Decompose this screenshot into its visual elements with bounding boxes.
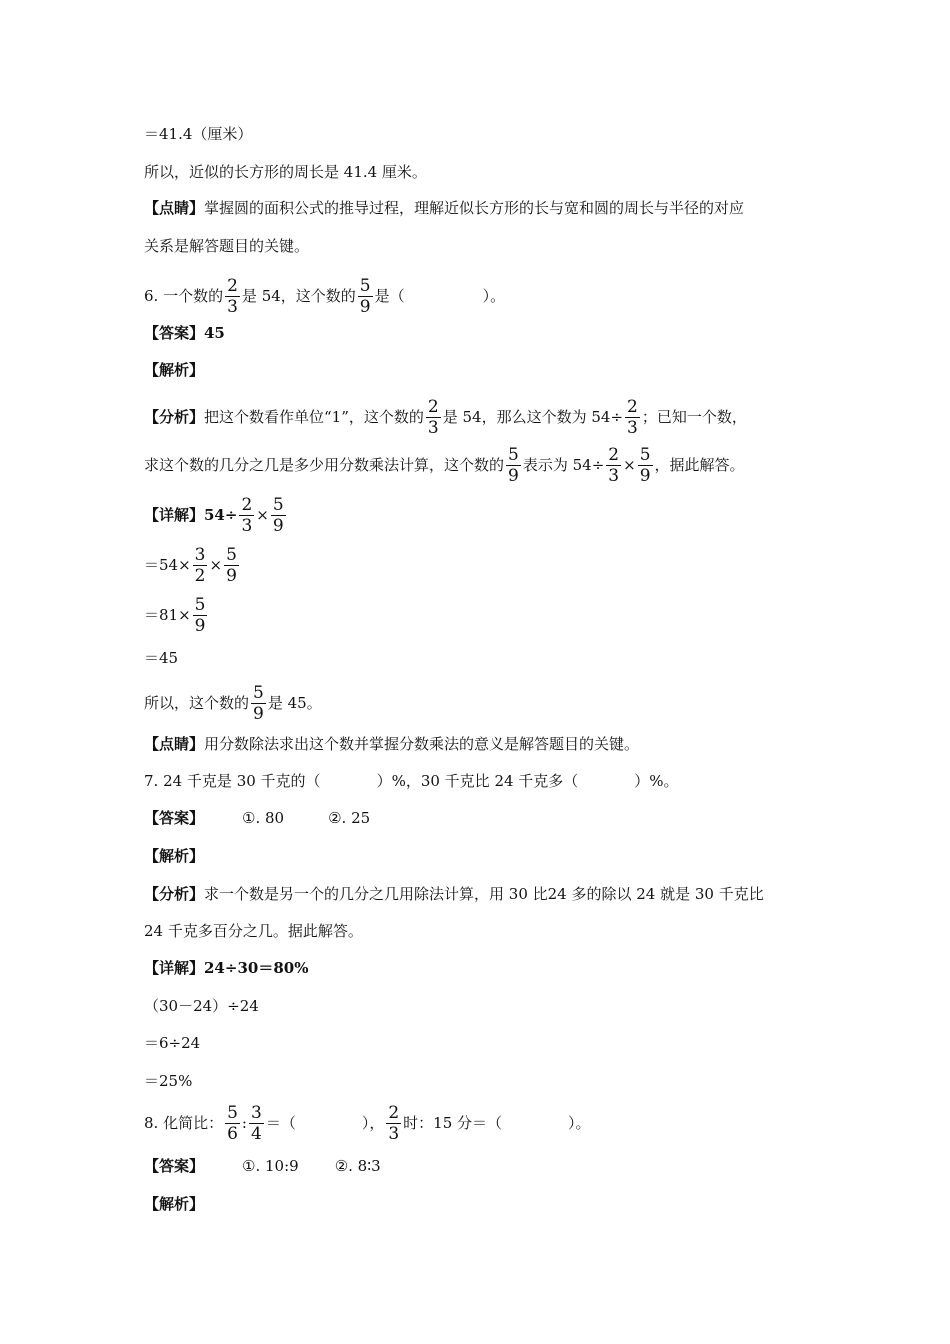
- text-line: [144, 392, 747, 442]
- section-label: 【分析】: [144, 885, 205, 903]
- paragraph-text: ，据此解答。: [654, 456, 745, 474]
- operator: ×: [256, 506, 269, 524]
- fraction-denominator: 9: [359, 296, 371, 317]
- text-line: [144, 540, 241, 590]
- conclusion-text: 是 45。: [267, 694, 322, 712]
- text-line: [144, 198, 744, 218]
- text-line: [144, 162, 427, 182]
- question-text: 6. 一个数的: [144, 287, 224, 305]
- fraction-denominator: 9: [508, 465, 519, 486]
- fraction-numerator: 5: [194, 594, 206, 615]
- fraction-numerator: 2: [608, 444, 620, 465]
- fraction-numerator: 2: [241, 494, 253, 515]
- paragraph-text: 表示为 54÷: [522, 456, 605, 474]
- question-text: ）%，30 千克比 24 千克多（: [376, 772, 579, 790]
- text-line: [144, 490, 288, 540]
- equation-text: ＝25%: [144, 1072, 193, 1090]
- question-text: ＝（: [265, 1114, 296, 1132]
- operator: ×: [209, 556, 223, 574]
- question-text: 7. 24 千克是 30 千克的（: [144, 772, 321, 790]
- fraction: [271, 496, 286, 535]
- fraction-numerator: 2: [427, 396, 439, 417]
- fraction-numerator: 2: [627, 396, 638, 417]
- fraction-denominator: 3: [608, 465, 620, 486]
- text-line: [144, 734, 639, 754]
- detail-text: 【详解】54÷: [144, 506, 238, 524]
- fraction-numerator: 5: [253, 682, 264, 703]
- fraction: [426, 398, 441, 437]
- section-label: 【解析】: [144, 361, 205, 379]
- text-line: [144, 648, 178, 668]
- fraction-numerator: 5: [226, 544, 237, 565]
- answer-item: ②. 8∶3: [334, 1157, 381, 1175]
- ratio-colon: :: [241, 1114, 247, 1132]
- fraction-numerator: 5: [272, 494, 284, 515]
- equation-text: ＝45: [144, 649, 179, 667]
- question-text: ）%。: [634, 772, 679, 790]
- fraction-denominator: 3: [241, 515, 253, 536]
- text-line: [144, 360, 204, 380]
- equation-text: （30－24）÷24: [144, 997, 259, 1015]
- fraction-denominator: 6: [227, 1123, 238, 1144]
- fraction-numerator: 2: [388, 1102, 400, 1123]
- fraction-denominator: 3: [627, 417, 638, 438]
- answer-item: ①. 80: [242, 809, 285, 827]
- fraction-denominator: 9: [272, 515, 284, 536]
- paragraph-text: 掌握圆的面积公式的推导过程，理解近似长方形的长与宽和圆的周长与半径的对应: [204, 199, 745, 217]
- section-label: 【点睛】: [144, 735, 205, 753]
- text-line: [144, 996, 259, 1016]
- paragraph-text: 把这个数看作单位“1”，这个数的: [204, 408, 424, 426]
- text-line: [144, 1194, 204, 1214]
- question-7: [144, 771, 679, 791]
- question-text: 时：15 分＝（: [403, 1114, 503, 1132]
- text-line: [144, 1033, 200, 1053]
- text-line: [144, 808, 370, 828]
- question-text: 是 54，这个数的: [241, 287, 356, 305]
- question-text: ）。: [568, 1114, 591, 1132]
- answer-item: ①. 10:9: [242, 1157, 299, 1175]
- fraction: [249, 1104, 264, 1143]
- fraction-numerator: 5: [639, 444, 651, 465]
- paragraph-text: 求这个数的几分之几是多少用分数乘法计算，这个数的: [144, 456, 505, 474]
- section-label: 【解析】: [144, 847, 205, 865]
- fraction-denominator: 9: [253, 703, 264, 724]
- section-label: 【分析】: [144, 408, 205, 426]
- fraction-denominator: 3: [427, 417, 439, 438]
- question-6: [144, 270, 505, 322]
- fraction-denominator: 4: [250, 1123, 262, 1144]
- fraction-numerator: 3: [250, 1102, 262, 1123]
- text-line: [144, 124, 252, 144]
- text-line: [144, 440, 745, 490]
- fraction: [506, 446, 521, 485]
- paragraph-text: 24 千克多百分之几。据此解答。: [144, 922, 363, 940]
- conclusion-text: 所以，这个数的: [144, 694, 250, 712]
- equation-text: ＝54×: [144, 556, 191, 574]
- fraction-denominator: 9: [226, 565, 237, 586]
- answer-label: 【答案】: [144, 809, 205, 827]
- text-line: [144, 590, 209, 640]
- fraction-denominator: 3: [388, 1123, 400, 1144]
- question-text: 8. 化简比：: [144, 1114, 224, 1132]
- question-text: 是（: [374, 287, 405, 305]
- question-text: ），: [361, 1114, 385, 1132]
- fraction: [225, 277, 240, 316]
- fraction: [224, 546, 239, 585]
- question-8: [144, 1098, 591, 1148]
- question-text: ）。: [482, 287, 506, 305]
- fraction: [193, 596, 208, 635]
- text-line: [144, 921, 363, 941]
- equation-text: ＝81×: [144, 606, 191, 624]
- fraction-numerator: 5: [508, 444, 519, 465]
- fraction: [606, 446, 621, 485]
- fraction: [638, 446, 653, 485]
- section-label: 【点睛】: [144, 199, 205, 217]
- fraction-numerator: 3: [194, 544, 206, 565]
- text-line: [144, 846, 204, 866]
- text-line: [144, 678, 322, 728]
- text-line: [144, 884, 764, 904]
- equation-text: ＝41.4（厘米）: [144, 125, 253, 143]
- fraction: [239, 496, 254, 535]
- text-line: [144, 323, 225, 343]
- detail-text: 【详解】24÷30＝80%: [144, 959, 309, 977]
- text-line: [144, 236, 309, 256]
- paragraph-text: 求一个数是另一个的几分之几用除法计算，用 30 比24 多的除以 24 就是 30 千克比: [204, 885, 764, 903]
- fraction-numerator: 5: [359, 275, 371, 296]
- fraction: [193, 546, 208, 585]
- fraction: [625, 398, 640, 437]
- text-line: [144, 1071, 192, 1091]
- fraction: [225, 1104, 240, 1143]
- fraction-numerator: 5: [227, 1102, 238, 1123]
- text-line: [144, 1156, 381, 1176]
- paragraph-text: 用分数除法求出这个数并掌握分数乘法的意义是解答题目的关键。: [204, 735, 640, 753]
- answer-label: 【答案】: [144, 1157, 205, 1175]
- paragraph-text: 关系是解答题目的关键。: [144, 237, 310, 255]
- text-line: [144, 958, 308, 978]
- fraction-denominator: 9: [639, 465, 651, 486]
- fraction: [251, 684, 266, 723]
- fraction: [386, 1104, 401, 1143]
- answer-label: 【答案】45: [144, 324, 225, 342]
- fraction-denominator: 2: [194, 565, 206, 586]
- fraction-numerator: 2: [227, 275, 238, 296]
- answer-item: ②. 25: [328, 809, 371, 827]
- paragraph-text: 是 54，那么这个数为 54÷: [442, 408, 624, 426]
- equation-text: ＝6÷24: [144, 1034, 201, 1052]
- paragraph-text: ；已知一个数，: [641, 408, 747, 426]
- fraction: [358, 277, 373, 316]
- section-label: 【解析】: [144, 1195, 205, 1213]
- paragraph-text: ×: [623, 456, 636, 474]
- fraction-denominator: 9: [194, 615, 206, 636]
- fraction-denominator: 3: [227, 296, 238, 317]
- conclusion-text: 所以，近似的长方形的周长是 41.4 厘米。: [144, 163, 427, 181]
